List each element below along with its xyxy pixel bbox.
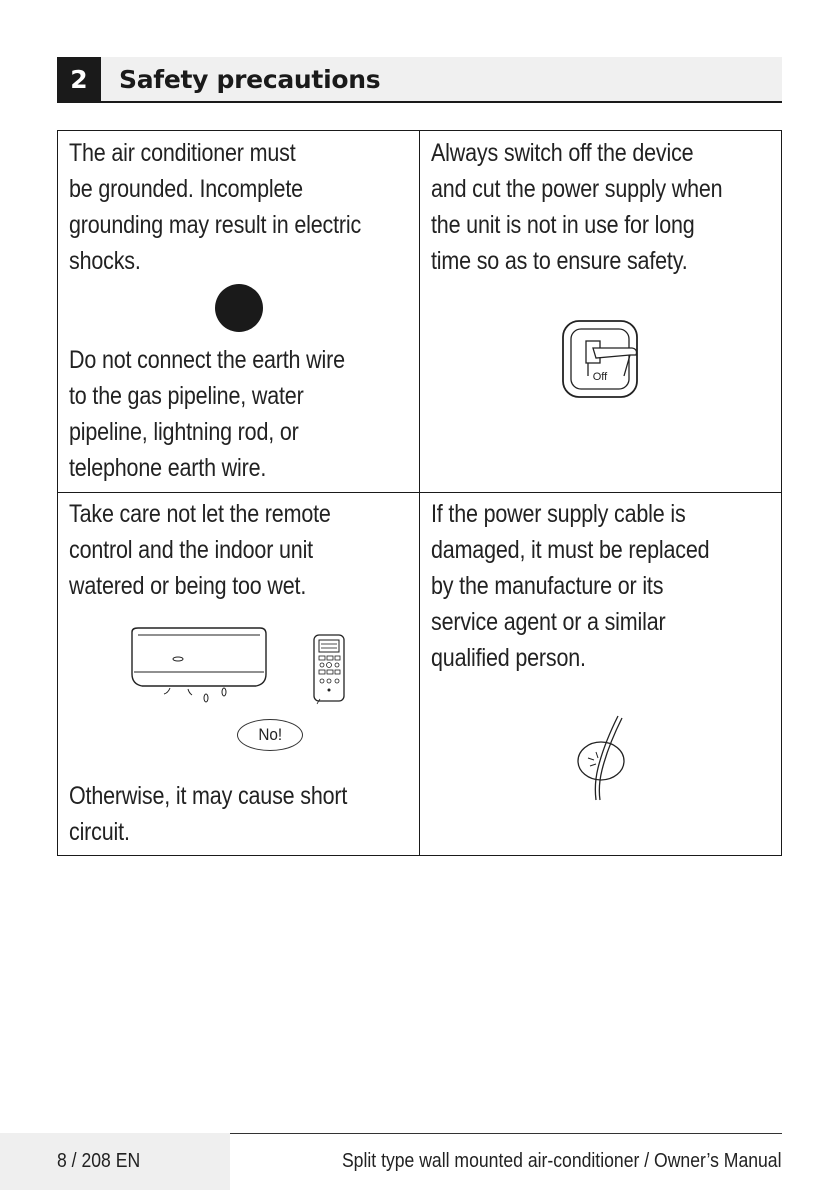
power-switch-off-icon [560,318,644,402]
table-column-divider [419,131,420,855]
section-title: Safety precautions [119,65,381,94]
text-line: and cut the power supply when [431,175,723,203]
warning-dot-icon [215,284,263,332]
text-line: to the gas pipeline, water [69,382,304,410]
grounding-text [69,135,361,279]
text-line: shocks. [69,247,141,275]
footer-page-number: 8 / 208 EN [57,1150,141,1172]
table-row-divider [58,492,781,493]
switch-off-label: Off [592,371,608,383]
short-circuit-text [69,778,347,850]
text-line: be grounded. Incomplete [69,175,303,203]
text-line: Always switch off the device [431,139,694,167]
text-line: Take care not let the remote [69,500,331,528]
text-line: The air conditioner must [69,139,296,167]
text-line: control and the indoor unit [69,536,313,564]
footer-manual-title: Split type wall mounted air-conditioner / Owner’s Manual [342,1150,782,1172]
text-line: grounding may result in electric [69,211,362,239]
text-line: time so as to ensure safety. [431,247,688,275]
text-line: watered or being too wet. [69,572,307,600]
remote-control-icon [312,633,348,705]
text-line: Otherwise, it may cause short [69,782,348,810]
damaged-cable-icon [574,714,632,802]
no-badge-label: No! [258,725,282,744]
earth-wire-text [69,342,345,486]
text-line: telephone earth wire. [69,454,267,482]
switch-off-text [431,135,722,279]
section-number: 2 [57,57,101,103]
indoor-unit-icon [128,626,270,704]
text-line: circuit. [69,818,130,846]
text-line: service agent or a similar [431,608,666,636]
water-text [69,496,331,604]
text-line: damaged, it must be replaced [431,536,710,564]
text-line: the unit is not in use for long [431,211,695,239]
text-line: If the power supply cable is [431,500,686,528]
footer-rule [230,1133,782,1134]
text-line: pipeline, lightning rod, or [69,418,299,446]
text-line: qualified person. [431,644,586,672]
cable-text [431,496,709,676]
text-line: by the manufacture or its [431,572,664,600]
text-line: Do not connect the earth wire [69,346,345,374]
section-header [57,57,782,101]
no-badge [237,719,303,751]
section-header-rule [57,101,782,103]
